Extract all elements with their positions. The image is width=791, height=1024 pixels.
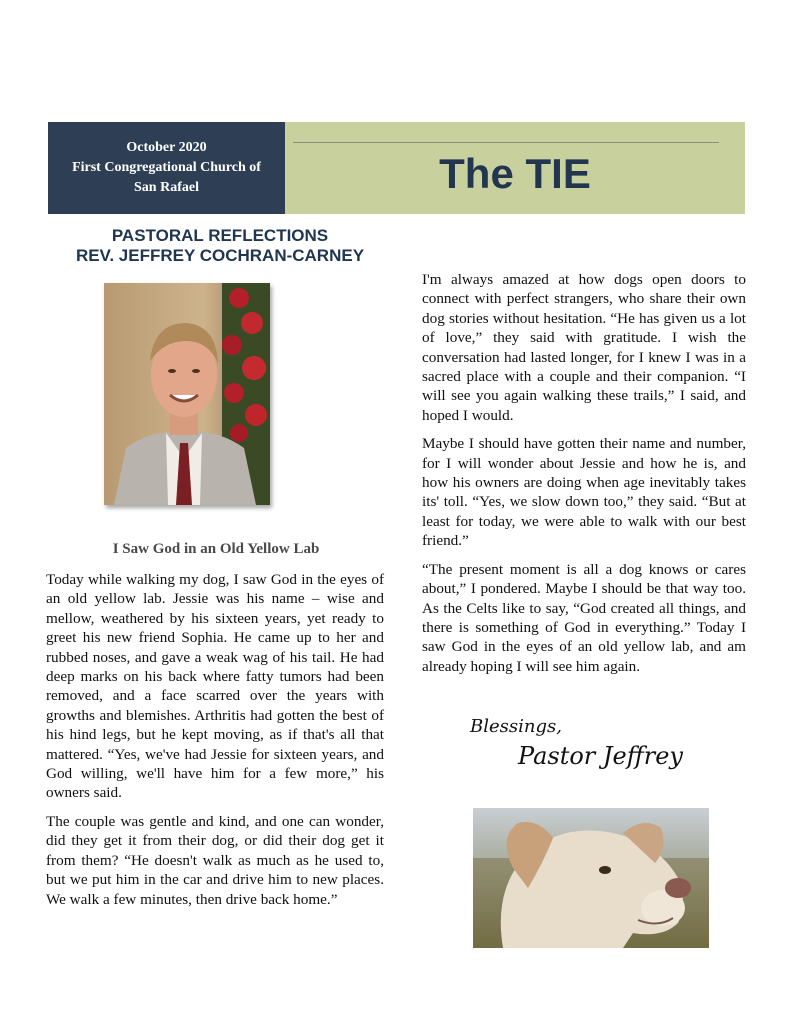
article-title: I Saw God in an Old Yellow Lab	[112, 541, 320, 557]
section-heading	[46, 226, 386, 266]
masthead-title-box	[285, 122, 745, 214]
masthead-info-box	[48, 122, 285, 214]
issue-date: October 2020	[126, 140, 207, 155]
paragraph: Today while walking my dog, I saw God in the eyes of an old yellow lab. Jessie was his name – wise and mellow, weathered by his sixteen years, yet ready to greet his new friend Sophia. He came up to her and rubbed noses, and gave a weak wag of his tail. He had deep marks on his back where fatty tumors had been removed, and a face scarred over the years with growths and blemishes. Arthritis had gotten the best of his hind legs, but he kept moving, as if that's all that mattered. “Yes, we've had Jessie for sixteen years, and God willing, we'll have him for a few more,” his owners said.	[46, 571, 384, 802]
paragraph: “The present moment is all a dog knows or cares about,” I pondered. Maybe I should be that way too. As the Celts like to say, “God created all things, and there is something of God in everything.” Today I saw God in the eyes of an old yellow lab, and am already hoping I will see him again.	[422, 560, 746, 675]
portrait-photo-icon	[104, 283, 270, 505]
section-heading-line2: REV. JEFFREY COCHRAN-CARNEY	[75, 246, 365, 265]
paragraph: Maybe I should have gotten their name and number, for I will wonder about Jessie and how he is, and how his owners are doing when age inevitably takes its' toll. “Yes, we slow down too,” they said. “But at least for today, we were able to walk with our best friend.”	[422, 435, 746, 550]
paragraph: I'm always amazed at how dogs open doors to connect with perfect strangers, who share their own dog stories without hesitation. “He has given us a lot of love,” they said with gratitude. I wish the conversation had lasted longer, for I knew I was in a sacred place with a couple and their companion. “I will see you again walking these trails,” I said, and hoped I would.	[422, 271, 746, 424]
church-name-line2: San Rafael	[134, 180, 199, 195]
dog-photo-icon	[473, 808, 709, 948]
church-name-line1: First Congregational Church of	[72, 160, 261, 175]
right-column-text	[422, 270, 746, 685]
newsletter-title: The TIE	[439, 150, 591, 197]
left-column-text	[46, 570, 384, 918]
section-heading-line1: PASTORAL REFLECTIONS	[111, 226, 329, 245]
masthead-divider	[293, 142, 719, 143]
signoff: Blessings,	[470, 716, 562, 737]
paragraph: The couple was gentle and kind, and one can wonder, did they get it from their dog, or did their dog get it from them? “He doesn't walk as much as he used to, but we put him in the car and drive him to new places. We walk a few minutes, then drive back home.”	[46, 812, 384, 908]
signature: Pastor Jeffrey	[518, 742, 683, 770]
